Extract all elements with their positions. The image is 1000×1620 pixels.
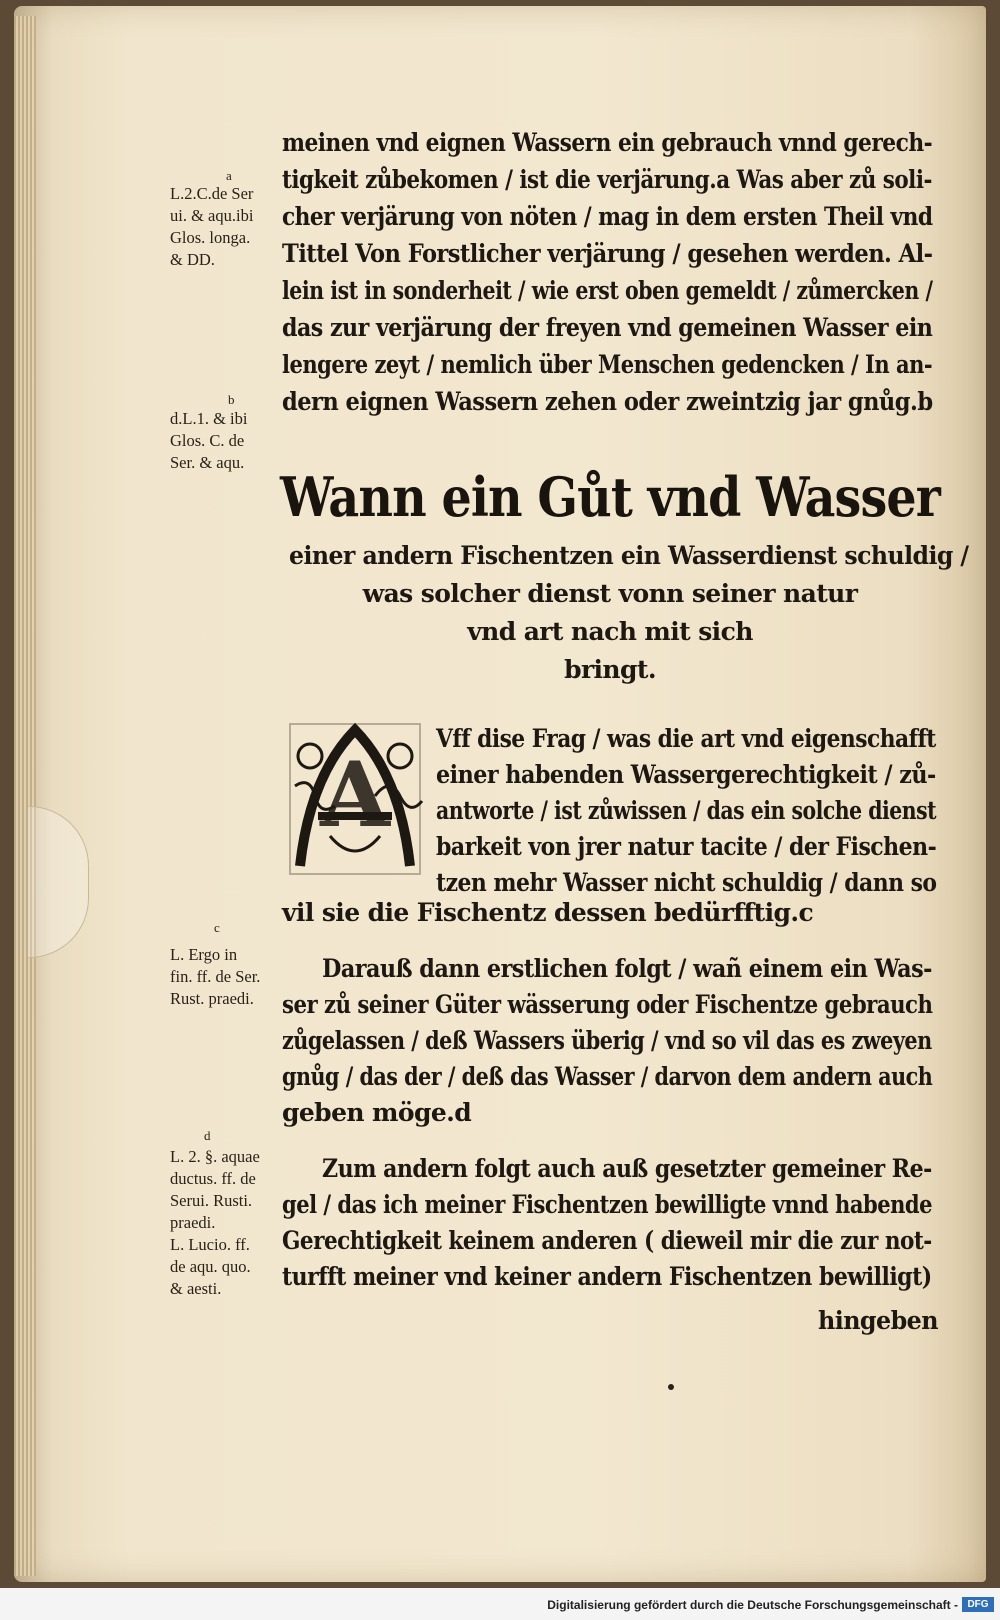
margin-note-line: Ser. & aqu. bbox=[170, 453, 245, 472]
margin-note-line: L. Lucio. ff. bbox=[170, 1235, 250, 1254]
margin-note-line: Glos. longa. bbox=[170, 228, 251, 247]
margin-note-line: ductus. ff. de bbox=[170, 1169, 256, 1188]
body-line: vil sie die Fischentz dessen bedürfftig.c bbox=[282, 898, 814, 927]
body-line: cher verjärung von nöten / mag in dem ersten Theil vnd bbox=[282, 202, 933, 231]
body-line: einer habenden Wassergerechtigkeit / zů- bbox=[436, 760, 936, 789]
footer-credit: Digitalisierung gefördert durch die Deutsche Forschungsgemeinschaft - bbox=[547, 1598, 958, 1612]
body-line: Vff dise Frag / was die art vnd eigenschafft bbox=[436, 724, 936, 753]
catchword: hingeben bbox=[818, 1306, 938, 1335]
section-subheading: bringt. bbox=[564, 655, 656, 684]
margin-note-line: Serui. Rusti. bbox=[170, 1191, 253, 1210]
margin-note-c bbox=[170, 944, 280, 1010]
body-line: lein ist in sonderheit / wie erst oben gemeldt / zůmercken / bbox=[282, 276, 933, 305]
margin-note-line: & aesti. bbox=[170, 1279, 222, 1298]
body-line: gnůg / das der / deß das Wasser / darvon dem andern auch bbox=[282, 1062, 933, 1091]
margin-note-line: d.L.1. & ibi bbox=[170, 409, 248, 428]
body-line: tzen mehr Wasser nicht schuldig / dann so bbox=[436, 868, 937, 897]
margin-note-line: L. 2. §. aquae bbox=[170, 1147, 260, 1166]
body-line: gel / das ich meiner Fischentzen bewilligte vnnd habende bbox=[282, 1190, 932, 1219]
margin-note-line: & DD. bbox=[170, 250, 215, 269]
body-line: das zur verjärung der freyen vnd gemeinen Wasser ein bbox=[282, 313, 933, 342]
margin-note-line: fin. ff. de Ser. bbox=[170, 967, 261, 986]
body-line: Darauß dann erstlichen folgt / wañ einem ein Was- bbox=[322, 954, 932, 983]
body-line: turfft meiner vnd keiner andern Fischentzen bewilligt) bbox=[282, 1262, 932, 1291]
note-mark-a: a bbox=[226, 168, 232, 183]
body-line: zůgelassen / deß Wassers überig / vnd so vil das es zweyen bbox=[282, 1026, 932, 1055]
body-line: Gerechtigkeit keinem anderen ( dieweil mir die zur not- bbox=[282, 1226, 932, 1255]
ink-dot bbox=[668, 1384, 674, 1390]
margin-note-d bbox=[170, 1146, 280, 1300]
note-mark-d: d bbox=[204, 1128, 211, 1143]
margin-note-line: ui. & aqu.ibi bbox=[170, 206, 254, 225]
initial-letter: A bbox=[320, 742, 390, 848]
footer-bar bbox=[0, 1592, 1000, 1620]
paper-bookmark bbox=[28, 806, 89, 958]
margin-note-a bbox=[170, 183, 280, 271]
margin-note-b bbox=[170, 408, 280, 474]
body-line: ser zů seiner Güter wässerung oder Fischentze gebrauch bbox=[282, 990, 933, 1019]
body-line: antworte / ist zůwissen / das ein solche dienst bbox=[436, 796, 937, 825]
note-mark-c: c bbox=[214, 920, 220, 935]
note-mark-b: b bbox=[228, 392, 235, 407]
body-line: Zum andern folgt auch auß gesetzter gemeiner Re- bbox=[322, 1154, 932, 1183]
body-line: barkeit von jrer natur tacite / der Fischen- bbox=[436, 832, 937, 861]
body-line: lengere zeyt / nemlich über Menschen gedencken / In an- bbox=[282, 350, 933, 379]
body-line: tigkeit zůbekomen / ist die verjärung.a Was aber zů soli- bbox=[282, 165, 932, 194]
section-subheading: einer andern Fischentzen ein Wasserdienst schuldig / bbox=[289, 541, 969, 570]
margin-note-line: L.2.C.de Ser bbox=[170, 184, 254, 203]
margin-note-line: Rust. praedi. bbox=[170, 989, 254, 1008]
dfg-logo: DFG bbox=[962, 1597, 994, 1612]
section-subheading: was solcher dienst vonn seiner natur bbox=[362, 579, 858, 608]
margin-note-line: Glos. C. de bbox=[170, 431, 245, 450]
body-line: meinen vnd eignen Wassern ein gebrauch vnnd gerech- bbox=[282, 128, 933, 157]
margin-note-line: de aqu. quo. bbox=[170, 1257, 251, 1276]
body-line: Tittel Von Forstlicher verjärung / gesehen werden. Al- bbox=[282, 239, 933, 268]
section-subheading: vnd art nach mit sich bbox=[467, 617, 753, 646]
section-heading: Wann ein Gůt vnd Wasser bbox=[280, 465, 940, 529]
body-line: dern eignen Wassern zehen oder zweintzig jar gnůg.b bbox=[282, 387, 933, 416]
page-edges bbox=[14, 16, 36, 1576]
body-line: geben möge.d bbox=[282, 1098, 472, 1127]
decorated-initial bbox=[280, 716, 430, 886]
margin-note-line: praedi. bbox=[170, 1213, 216, 1232]
margin-note-line: L. Ergo in bbox=[170, 945, 238, 964]
